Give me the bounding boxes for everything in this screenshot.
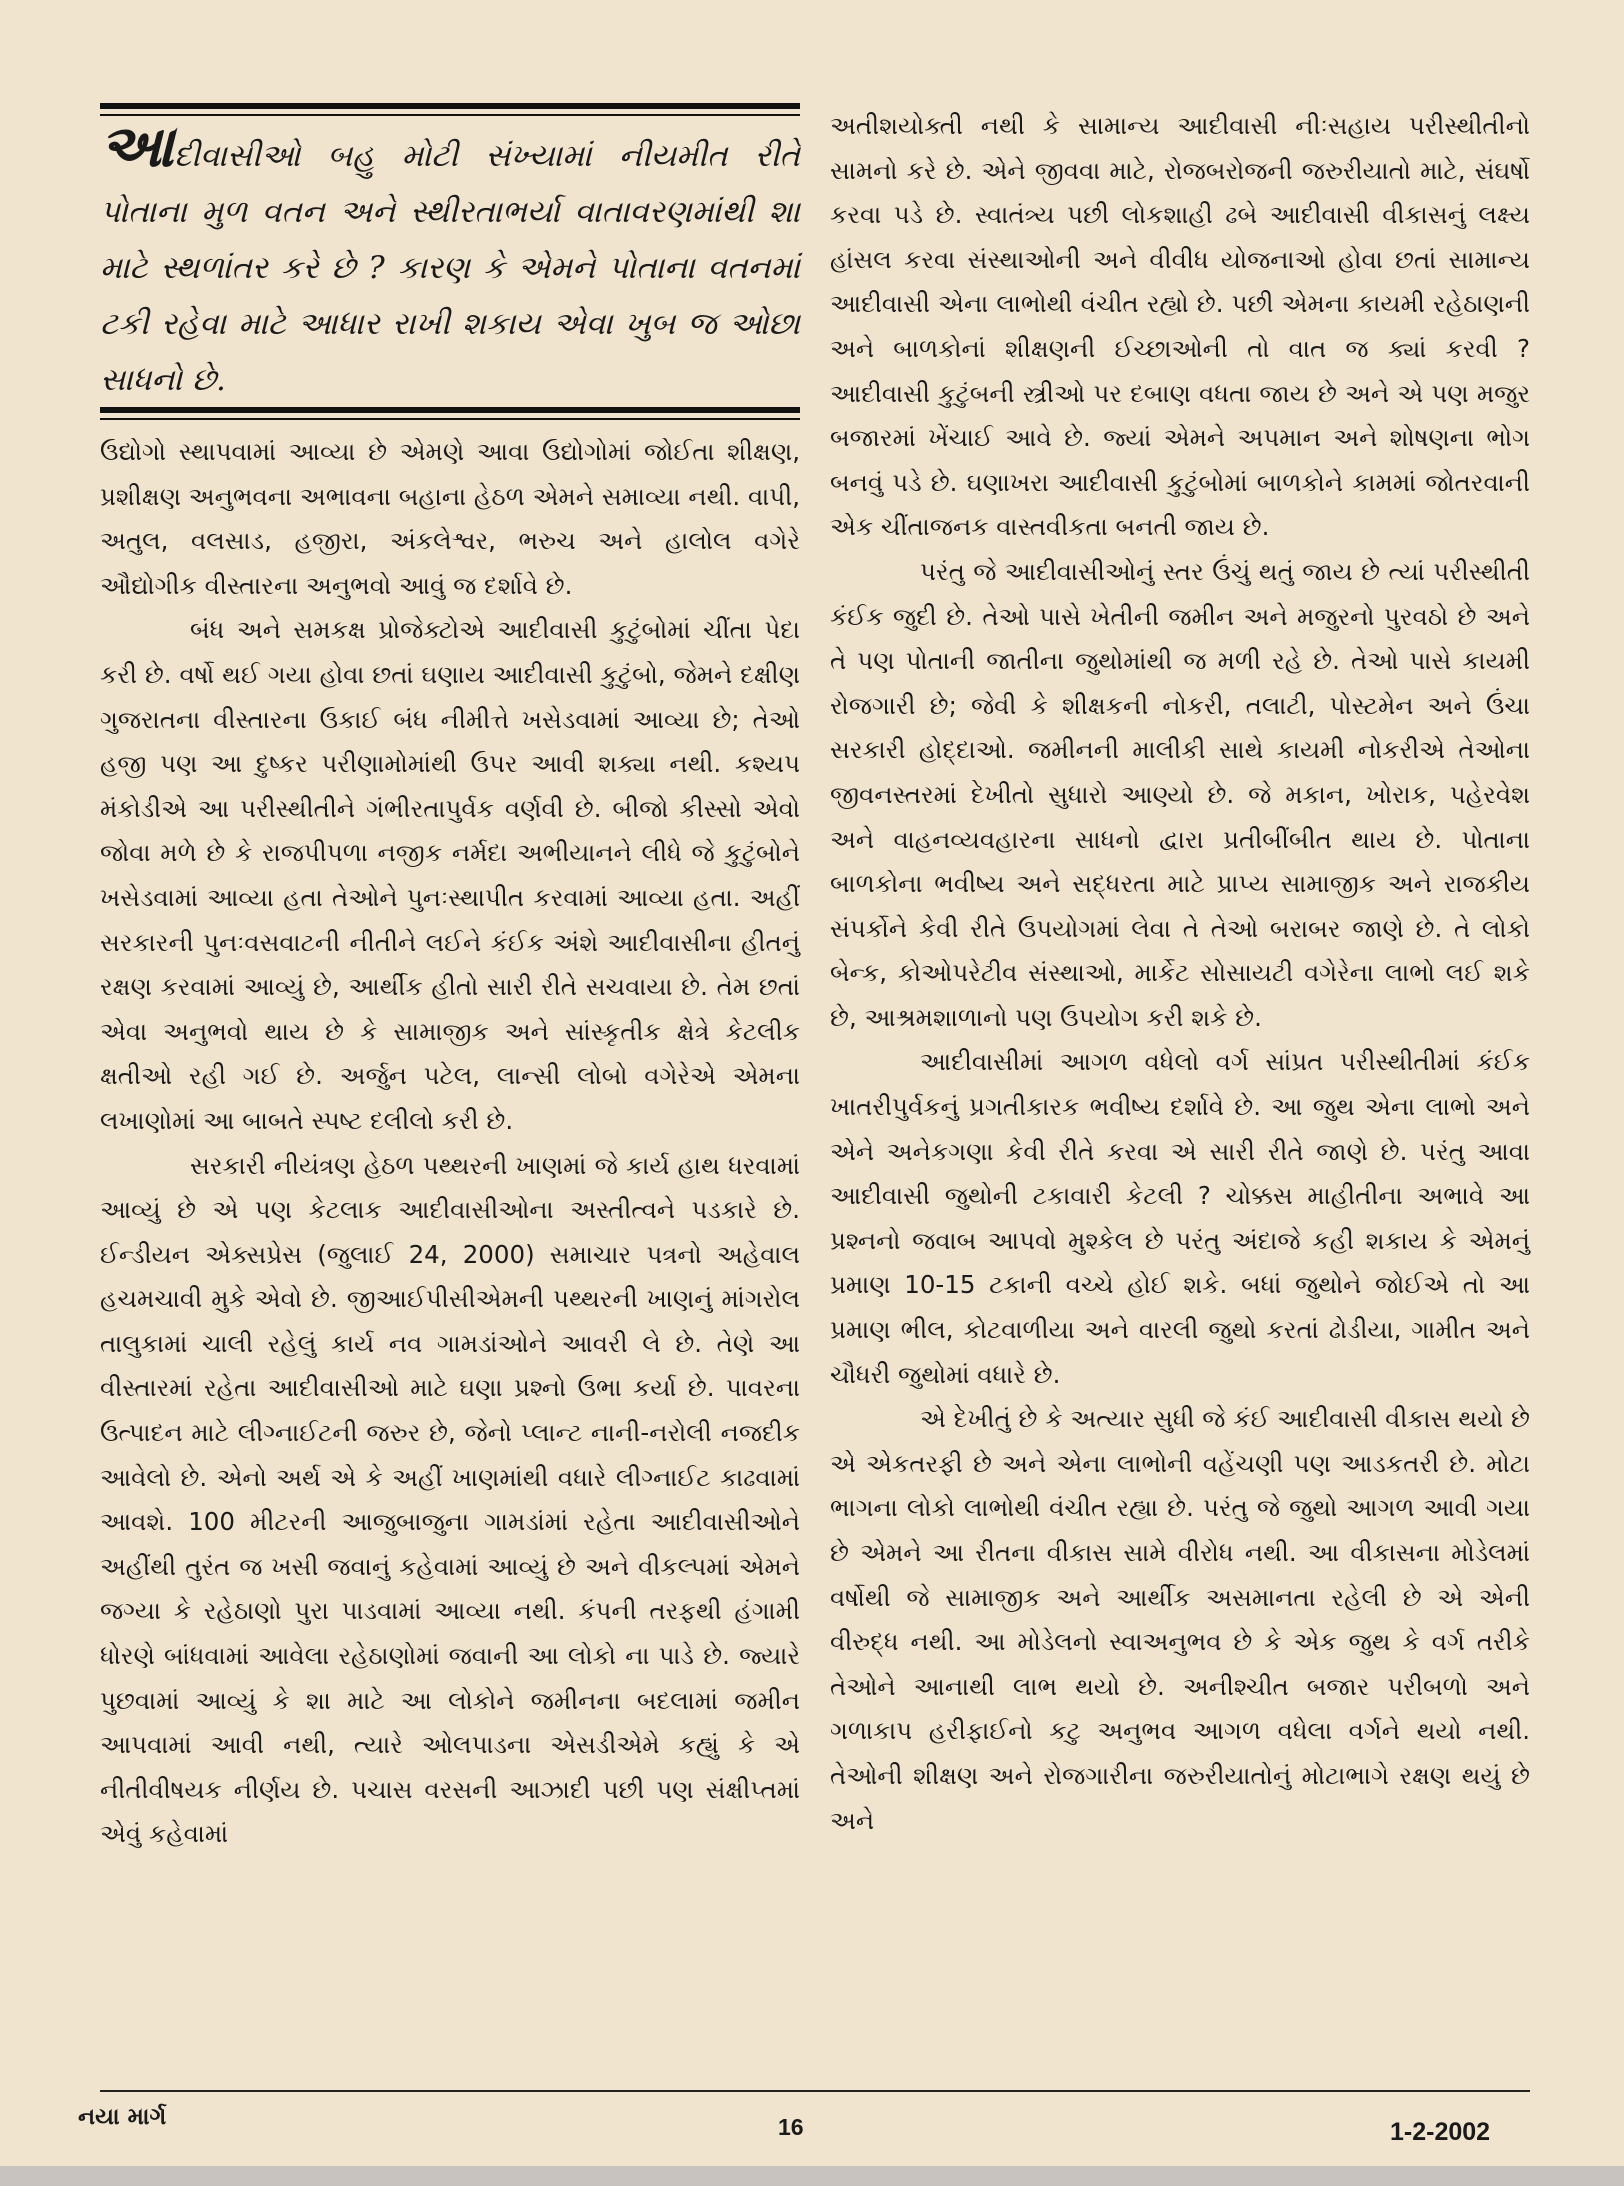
footer-rule — [100, 2090, 1530, 2092]
left-column — [100, 430, 800, 1857]
pull-quote-bottom-rule — [100, 407, 800, 413]
issue-date: 1-2-2002 — [1390, 2118, 1491, 2146]
pull-quote-dropcap: આ — [100, 112, 174, 180]
pull-quote-bottom-rule-thin — [100, 418, 800, 420]
paragraph: આદીવાસીમાં આગળ વધેલો વર્ગ સાંપ્રત પરીસ્થીતીમાં કંઈક ખાતરીપુર્વકનું પ્રગતીકારક ભવીષ્ય દર્શાવે છે. આ જુથ એના લાભો અને એને અનેકગણા કેવી રીતે કરવા એ સારી રીતે જાણે છે. પરંતુ આવા આદીવાસી જુથોની ટકાવારી કેટલી ? ચોક્કસ માહીતીના અભાવે આ પ્રશ્નનો જવાબ આપવો મુશ્કેલ છે પરંતુ અંદાજે કહી શકાય કે એમનું પ્રમાણ 10-15 ટકાની વચ્ચે હોઈ શકે. બધાં જુથોને જોઈએ તો આ પ્રમાણ ભીલ, કોટવાળીયા અને વારલી જુથો કરતાં ઢોડીયા, ગામીત અને ચૌધરી જુથોમાં વધારે છે. — [830, 1047, 1530, 1389]
page-number: 16 — [778, 2114, 804, 2140]
paragraph: પરંતુ જે આદીવાસીઓનું સ્તર ઉંચું થતું જાય છે ત્યાં પરીસ્થીતી કંઈક જુદી છે. તેઓ પાસે ખેતીની જમીન અને મજુરનો પુરવઠો છે અને તે પણ પોતાની જાતીના જુથોમાંથી જ મળી રહે છે. તેઓ પાસે કાયમી રોજગારી છે; જેવી કે શીક્ષકની નોકરી, તલાટી, પોસ્ટમેન અને ઉંચા સરકારી હોદ્દાઓ. જમીનની માલીકી સાથે કાયમી નોકરીએ તેઓના જીવનસ્તરમાં દેખીતો સુધારો આણ્યો છે. જે મકાન, ખોરાક, પહેરવેશ અને વાહનવ્યવહારના સાધનો દ્વારા પ્રતીબીંબીત થાય છે. પોતાના બાળકોના ભવીષ્ય અને સદ્ધરતા માટે પ્રાપ્ય સામાજીક અને રાજકીય સંપર્કોને કેવી રીતે ઉપયોગમાં લેવા તે તેઓ બરાબર જાણે છે. તે લોકો બેન્ક, કોઓપરેટીવ સંસ્થાઓ, માર્કેટ સોસાયટી વગેરેના લાભો લઈ શકે છે, આશ્રમશાળાનો પણ ઉપયોગ કરી શકે છે. — [830, 556, 1530, 1032]
paragraph: એ દેખીતું છે કે અત્યાર સુધી જે કંઈ આદીવાસી વીકાસ થયો છે એ એકતરફી છે અને એના લાભોની વહેંચણી પણ આડકતરી છે. મોટા ભાગના લોકો લાભોથી વંચીત રહ્યા છે. પરંતુ જે જુથો આગળ આવી ગયા છે એમને આ રીતના વીકાસ સામે વીરોધ નથી. આ વીકાસના મોડેલમાં વર્ષોથી જે સામાજીક અને આર્થીક અસમાનતા રહેલી છે એ એની વીરુદ્ધ નથી. આ મોડેલનો સ્વાઅનુભવ છે કે એક જુથ કે વર્ગ તરીકે તેઓને આનાથી લાભ થયો છે. અનીશ્ચીત બજાર પરીબળો અને ગળાકાપ હરીફાઈનો કટુ અનુભવ આગળ વધેલા વર્ગને થયો નથી. તેઓની શીક્ષણ અને રોજગારીના જરુરીયાતોનું મોટાભાગે રક્ષણ થયું છે અને — [830, 1404, 1530, 1835]
paragraph: બંધ અને સમકક્ષ પ્રોજેક્ટોએ આદીવાસી કુટુંબોમાં ચીંતા પેદા કરી છે. વર્ષો થઈ ગયા હોવા છતાં ઘણાય આદીવાસી કુટુંબો, જેમને દક્ષીણ ગુજરાતના વીસ્તારના ઉકાઈ બંધ નીમીત્તે ખસેડવામાં આવ્યા છે; તેઓ હજી પણ આ દુષ્કર પરીણામોમાંથી ઉપર આવી શક્યા નથી. કશ્યપ મંકોડીએ આ પરીસ્થીતીને ગંભીરતાપુર્વક વર્ણવી છે. બીજો કીસ્સો એવો જોવા મળે છે કે રાજપીપળા નજીક નર્મદા અભીયાનને લીધે જે કુટુંબોને ખસેડવામાં આવ્યા હતા તેઓને પુનઃસ્થાપીત કરવામાં આવ્યા હતા. અહીં સરકારની પુનઃવસવાટની નીતીને લઈને કંઈક અંશે આદીવાસીના હીતનું રક્ષણ કરવામાં આવ્યું છે, આર્થીક હીતો સારી રીતે સચવાયા છે. તેમ છતાં એવા અનુભવો થાય છે કે સામાજીક અને સાંસ્કૃતીક ક્ષેત્રે કેટલીક ક્ષતીઓ રહી ગઈ છે. અર્જુન પટેલ, લાન્સી લોબો વગેરેએ એમના લખાણોમાં આ બાબતે સ્પષ્ટ દલીલો કરી છે. — [100, 615, 800, 1135]
paragraph: અતીશયોક્તી નથી કે સામાન્ય આદીવાસી નીઃસહાય પરીસ્થીતીનો સામનો કરે છે. એને જીવવા માટે, રોજબરોજની જરુરીયાતો માટે, સંઘર્ષો કરવા પડે છે. સ્વાતંત્ર્ય પછી લોકશાહી ઢબે આદીવાસી વીકાસનું લક્ષ્ય હાંસલ કરવા સંસ્થાઓની અને વીવીધ યોજનાઓ હોવા છતાં સામાન્ય આદીવાસી એના લાભોથી વંચીત રહ્યો છે. પછી એમના કાયમી રહેઠાણની અને બાળકોનાં શીક્ષણની ઈચ્છાઓની તો વાત જ ક્યાં કરવી ? આદીવાસી કુટુંબની સ્ત્રીઓ પર દબાણ વધતા જાય છે અને એ પણ મજુર બજારમાં ખેંચાઈ આવે છે. જ્યાં એમને અપમાન અને શોષણના ભોગ બનવું પડે છે. ઘણાખરા આદીવાસી કુટુંબોમાં બાળકોને કામમાં જોતરવાની એક ચીંતાજનક વાસ્તવીકતા બનતી જાય છે. — [830, 111, 1530, 542]
pull-quote-top-rule-thin — [100, 114, 800, 116]
pull-quote-top-rule — [100, 103, 800, 109]
magazine-name: નયા માર્ગ — [78, 2104, 167, 2130]
pull-quote-text: દીવાસીઓ બહુ મોટી સંખ્યામાં નીયમીત રીતે પોતાના મુળ વતન અને સ્થીરતાભર્યા વાતાવરણમાંથી શા માટે સ્થળાંતર કરે છે ? કારણ કે એમને પોતાના વતનમાં ટકી રહેવા માટે આધાર રાખી શકાય એવા ખુબ જ ઓછા સાધનો છે. — [100, 138, 800, 398]
scan-edge — [0, 2166, 1624, 2186]
paragraph: સરકારી નીયંત્રણ હેઠળ પથ્થરની ખાણમાં જે કાર્ય હાથ ધરવામાં આવ્યું છે એ પણ કેટલાક આદીવાસીઓના અસ્તીત્વને પડકારે છે. ઈન્ડીયન એક્સપ્રેસ (જુલાઈ 24, 2000) સમાચાર પત્રનો અહેવાલ હચમચાવી મુકે એવો છે. જીઆઈપીસીએમની પથ્થરની ખાણનું માંગરોલ તાલુકામાં ચાલી રહેલું કાર્ય નવ ગામડાંઓને આવરી લે છે. તેણે આ વીસ્તારમાં રહેતા આદીવાસીઓ માટે ઘણા પ્રશ્નો ઉભા કર્યા છે. પાવરના ઉત્પાદન માટે લીગ્નાઈટની જરુર છે, જેનો પ્લાન્ટ નાની-નરોલી નજદીક આવેલો છે. એનો અર્થ એ કે અહીં ખાણમાંથી વધારે લીગ્નાઈટ કાઢવામાં આવશે. 100 મીટરની આજુબાજુના ગામડાંમાં રહેતા આદીવાસીઓને અહીંથી તુરંત જ ખસી જવાનું કહેવામાં આવ્યું છે અને વીકલ્પમાં એમને જગ્યા કે રહેઠાણો પુરા પાડવામાં આવ્યા નથી. કંપની તરફથી હંગામી ધોરણે બાંધવામાં આવેલા રહેઠાણોમાં જવાની આ લોકો ના પાડે છે. જ્યારે પુછવામાં આવ્યું કે શા માટે આ લોકોને જમીનના બદલામાં જમીન આપવામાં આવી નથી, ત્યારે ઓલપાડના એસડીએમે કહ્યું કે એ નીતીવીષયક નીર્ણય છે. પચાસ વરસની આઝાદી પછી પણ સંક્ષીપ્તમાં એવું કહેવામાં — [100, 1150, 800, 1849]
right-column — [830, 104, 1530, 1843]
pull-quote — [100, 112, 800, 408]
paragraph: ઉદ્યોગો સ્થાપવામાં આવ્યા છે એમણે આવા ઉદ્યોગોમાં જોઈતા શીક્ષણ, પ્રશીક્ષણ અનુભવના અભાવના બહાના હેઠળ એમને સમાવ્યા નથી. વાપી, અતુલ, વલસાડ, હજીરા, અંકલેશ્વર, ભરુચ અને હાલોલ વગેરે ઔદ્યોગીક વીસ્તારના અનુભવો આવું જ દર્શાવે છે. — [100, 437, 800, 600]
